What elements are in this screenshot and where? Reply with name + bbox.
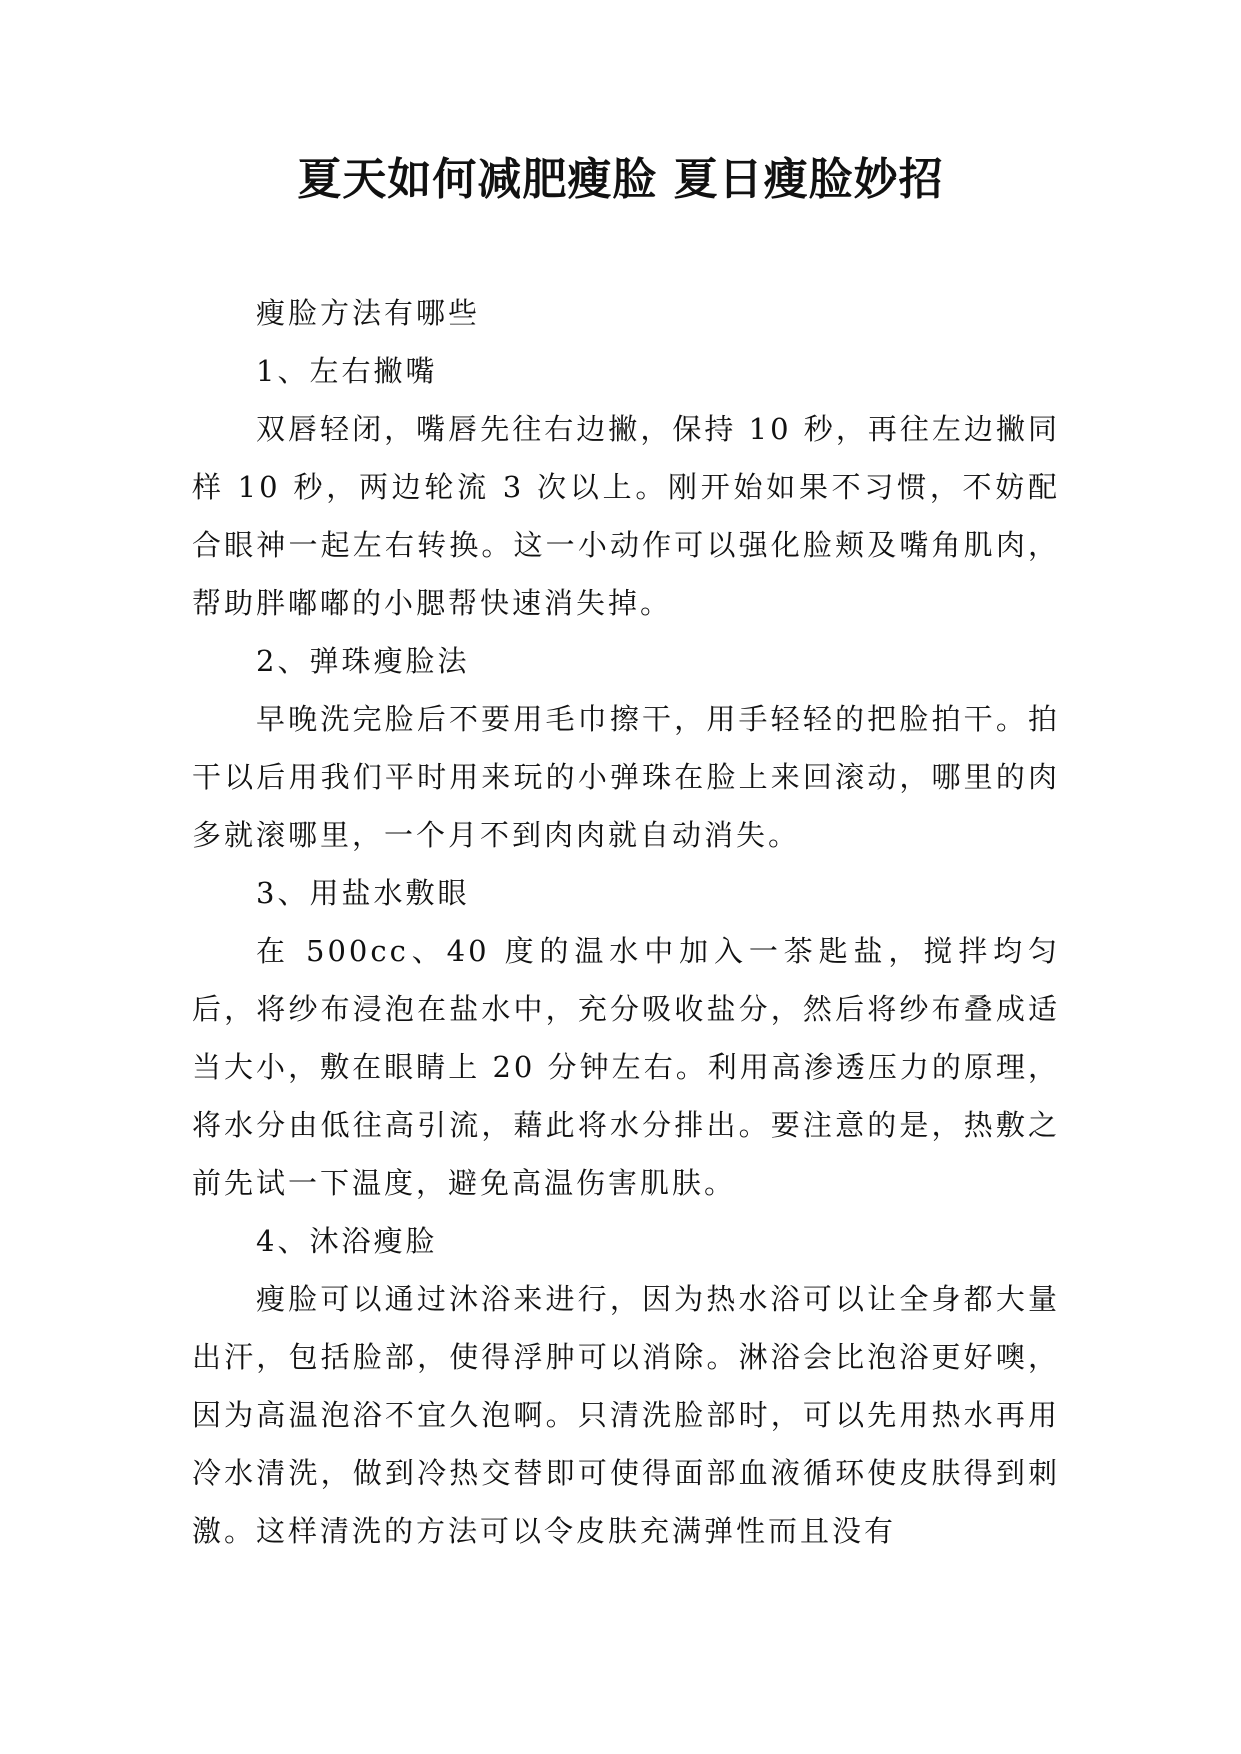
document-body (192, 284, 1060, 1560)
method-text-1: 双唇轻闭，嘴唇先往右边撇，保持 10 秒，再往左边撇同样 10 秒，两边轮流 3 次以上。刚开始如果不习惯，不妨配合眼神一起左右转换。这一小动作可以强化脸颊及嘴角肌肉，帮助胖嘟嘟的小腮帮快速消失掉。 (192, 412, 1060, 620)
section-heading-methods: 瘦脸方法有哪些 (256, 296, 481, 330)
method-text-4: 瘦脸可以通过沐浴来进行，因为热水浴可以让全身都大量出汗，包括脸部，使得浮肿可以消除。淋浴会比泡浴更好噢，因为高温泡浴不宜久泡啊。只清洗脸部时，可以先用热水再用冷水清洗，做到冷热交替即可使得面部血液循环使皮肤得到刺激。这样清洗的方法可以令皮肤充满弹性而且没有 (192, 1282, 1060, 1548)
method-text-2: 早晚洗完脸后不要用毛巾擦干，用手轻轻的把脸拍干。拍干以后用我们平时用来玩的小弹珠在脸上来回滚动，哪里的肉多就滚哪里，一个月不到肉肉就自动消失。 (192, 702, 1060, 852)
method-heading-4: 4、沐浴瘦脸 (256, 1224, 438, 1258)
method-heading-3: 3、用盐水敷眼 (256, 876, 470, 910)
document-title: 夏天如何减肥瘦脸 夏日瘦脸妙招 (297, 154, 944, 205)
method-heading-1: 1、左右撇嘴 (256, 354, 438, 388)
method-heading-2: 2、弹珠瘦脸法 (256, 644, 470, 678)
method-text-3: 在 500cc、40 度的温水中加入一茶匙盐，搅拌均匀后，将纱布浸泡在盐水中，充分吸收盐分，然后将纱布叠成适当大小，敷在眼睛上 20 分钟左右。利用高渗透压力的原理，将水分由低往高引流，藉此将水分排出。要注意的是，热敷之前先试一下温度，避免高温伤害肌肤。 (192, 934, 1060, 1200)
